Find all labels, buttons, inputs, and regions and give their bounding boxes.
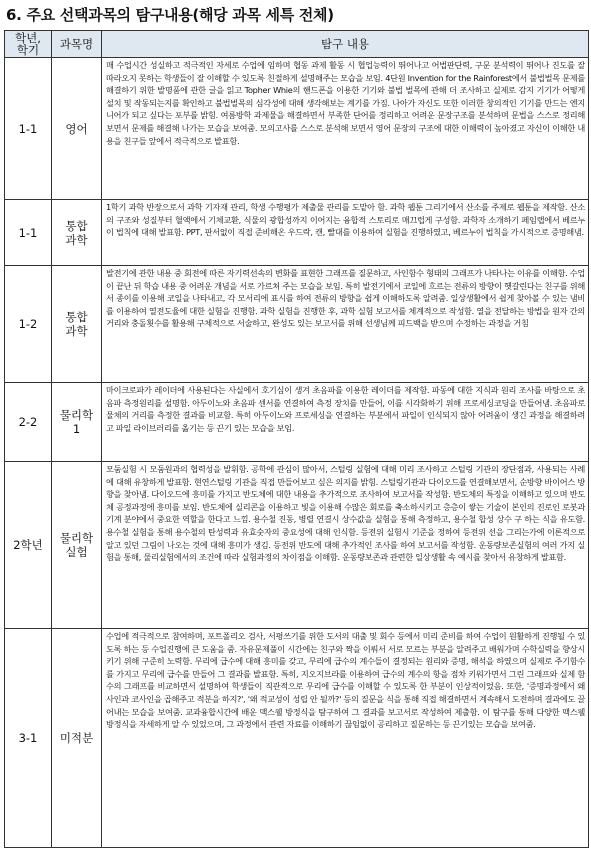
content-text: 매 수업시간 성실하고 적극적인 자세로 수업에 임하며 협동 과제 활동 시 협업능력이 뛰어나고 어법판단력, 구문 분석력이 뛰어나 진도를 잘 따라오지 못하는 학생들이 잘 이해할 수 있도록 친절하게 설명해주는 모습을 보임. 4단원 Invention for the Rainforest에서 불법벌목 문제를 해결하기 위한 발명품에 관한 글을 읽고 Topher Whie의 핸드폰을 이용한 기기와 불법 벌목에 관해 더 조사하고 실제로 감지 기기가 어떻게 설치 및 작동되는지를 확인하고 불법벌목의 심각성에 대해 생각해보는 계기를 가짐. 나아가 자신도 또한 이러한 창의적인 기기를 만드는 엔지니어가 되고 싶다는 포부를 밝힘. 여름방학 과제물을 해결하면서 부족한 단어를 정리하고 어려운 문장구조를 분석하며 문법을 스스로 정리해 보면서 문제를 해결해 나가는 모습을 보여줌. 모의고사를 스스로 분석해 보면서 영어 문장의 구조에 대한 이해력이 높아졌고 자신이 이해한 내용을 친구들 앞에서 적극적으로 발표함. [106,60,585,146]
row-subject [52,629,102,848]
table-row [5,462,589,629]
row-content [102,383,589,462]
row-year-semester: 3-1 [5,629,52,848]
content-text: 1학기 과학 반장으로서 과학 기자재 관리, 학생 수행평가 제출물 관리를 도맡아 함. 과학 웹툰 그리기에서 산소를 주제로 웹툰을 제작함. 산소의 구조와 성질부터 혈액에서 기체교환, 식물의 광합성까지 이어지는 융합적 스토리로 매끄럽게 구성함. 과학자 소개하기 페임랩에서 베르누이 법칙에 대해 발표함. PPT, 판서없이 직접 준비해온 우드락, 캔, 빨대를 이용하여 실험을 진행하였고, 베르누이 법칙을 가시적으로 증명해냄. [106,202,585,238]
row-year-semester: 2학년 [5,462,52,629]
row-content [102,629,589,848]
header-subject: 과목명 [52,31,102,58]
section-heading: 6. 주요 선택과목의 탐구내용(해당 과목 세특 전체) [6,6,334,24]
row-content [102,266,589,383]
table-row [5,200,589,266]
row-year-semester: 1-1 [5,200,52,266]
row-subject [52,58,102,200]
subject-line: 영어 [65,121,88,136]
subject-line: 과학 [65,324,88,338]
content-text: 마이크로파가 레이더에 사용된다는 사실에서 호기심이 생겨 초음파를 이용한 레이더를 제작함. 파동에 대한 지식과 원리 조사를 바탕으로 초음파 측정원리를 설명함. 아두이노와 초음파 센서를 연결하여 측정 장치를 만들어, 이를 시각화하기 위해 프로세싱코딩을 만들어냄. 초음파로 물체의 거리를 측정한 결과를 비교함. 특히 아두이노와 프로세싱을 연결하는 부분에서 파일이 인식되지 않아 어려움이 생긴 과정을 해결하려고 파일 라이브러리를 옮기는 등 끈기 있는 모습을 보임. [106,385,585,433]
subject-line: 과학 [65,232,88,247]
content-text: 발전기에 관한 내용 중 회전에 따른 자기력선속의 변화를 표현한 그래프를 질문하고, 사인함수 형태의 그래프가 나타나는 이유를 이해함. 수업이 끝난 뒤 학습 내용 중 어려운 개념을 서로 가르쳐 주는 모습을 보임. 특히 발전기에서 코일에 흐르는 전류의 방향이 헷갈린다는 친구를 위해서 종이를 이용해 코일을 나타내고, 각 모서리에 표시를 하여 전류의 방향을 쉽게 이해하도록 알려줌. 일상생활에서 쉽게 찾아볼 수 있는 냄비를 이용하여 열전도율에 대한 실험을 진행함. 과학 실험을 진행한 후, 과학 실험 보고서를 체계적으로 작성함. 열을 전달하는 방법을 원자 간의 거리와 충돌횟수를 활용해 구체적으로 서술하고, 완성도 있는 보고서를 위해 선생님께 피드백을 받으며 수정하는 과정을 거침 [106,268,585,329]
table-row [5,383,589,462]
content-text: 모둠실험 시 모둠원과의 협력성을 발휘함. 공학에 관심이 많아서, 스털링 실험에 대해 미리 조사하고 스털링 기관의 장단점과, 사용되는 사례에 대해 유창하게 발표함. 현연스털링 기관을 직접 만들어보고 싶은 의지를 밝힘. 스털링기관과 다이오드를 연결해보면서, 순방향 바이어스 방향을 찾아냄. 다이오드에 흥미를 가지고 반도체에 대한 내용을 추가적으로 조사하여 보고서를 작성함. 반도체의 특징을 이해하고 있으며 반도체 공정과정에 흥미를 보임. 반도체에 실리콘을 이용하고 빛을 이용해 수많은 회로를 축소하시키고 층층이 쌓는 기술이 본인의 진로인 로봇과 기계 분야에서 중요한 역할을 한다고 느낌. 용수철 진동, 병렬 연결시 상수값을 실험을 통해 측정하고, 용수철 합성 상수 구 하는 식을 유도함. 용수철 실험을 통해 용수철의 탄성력과 유효숫자의 중요성에 대해 인식함. 등전위 실험시 기준을 정하여 등전위 선을 그리는가에 이론적으로 알고 있던 그림이 나오는 것에 대해 흥미가 생김. 등전위 반도에 대해 추가적인 조사를 하여 보고서를 작성함. 운동량보존실험의 여러 가지 실험을 통해, 물리실험에서의 조건에 따라 실험과정의 차이점을 이해함. 운동량보존과 관련한 일상생활 속 예시를 찾아서 유창하게 발표함. [106,464,585,563]
row-subject [52,200,102,266]
header-inquiry-content: 탐구 내용 [102,31,589,58]
subject-line: 실험 [65,545,88,559]
row-year-semester: 2-2 [5,383,52,462]
inquiry-table [4,30,589,848]
subject-line: 통합 [65,218,88,233]
row-year-semester: 1-2 [5,266,52,383]
content-text: 수업에 적극적으로 참여하며, 포트폴리오 검사, 서평쓰기를 위한 도서의 대출 및 회수 등에서 미리 준비를 하여 수업이 원활하게 진행될 수 있도록 하는 등 수업진행에 큰 도움을 줌. 자유문제풀이 시간에는 친구와 짝을 이뤄서 서로 모르는 부분을 알려주고 배워가며 수학실력을 향상시키기 위해 구준히 노력함. 무리에 급수에 대해 흥미를 갖고, 무리에 급수의 계수들이 결정되는 원리와 증명, 해석을 하였으며 실제로 주기함수를 가지고 무리에 급수를 만들어 그 결과를 발표함. 특히, 지오지브라를 이용하여 급수의 계수의 항을 점차 키워가면서 그린 그래프와 실제 함수의 그래프를 비교하면서 설명하여 학생들이 직관적으로 무리에 급수를 이해할 수 있도록 한 부분이 인상적이었음. 또한, '증명과정에서 왜 사인과 코사인을 곱해주고 적분을 하지?', '왜 적교성이 성립 안 될까?' 등의 질문을 식을 통해 직접 해결하면서 계속해서 도전하며 결과에도 끌어내는 모습을 보여줌. 교과융합시간에 배운 맥스웰 방정식을 탐구하여 그 결과를 보고서로 작성하여 제출함. 이 탐구를 통해 다양한 맥스웰 방정식을 자세하게 알 수 있었으며, 그 과정에서 관련 자료를 이해하기 끊임없이 공리하고 질문하는 등 끈기있는 모습을 보여줌. [106,631,585,730]
subject-line: 통합 [65,310,88,324]
row-year-semester: 1-1 [5,58,52,200]
subject-line: 미적분 [59,731,94,745]
subject-line: 물리학 [59,531,94,545]
subject-line: 물리학 [59,408,94,422]
table-row [5,266,589,383]
row-content [102,462,589,629]
table-row [5,58,589,200]
table-row [5,629,589,848]
row-subject [52,462,102,629]
row-subject [52,383,102,462]
row-content [102,58,589,200]
row-subject [52,266,102,383]
header-year-semester: 학년, 학기 [5,31,52,58]
table-header-row [5,31,589,58]
row-content [102,200,589,266]
subject-line: 1 [72,422,81,436]
